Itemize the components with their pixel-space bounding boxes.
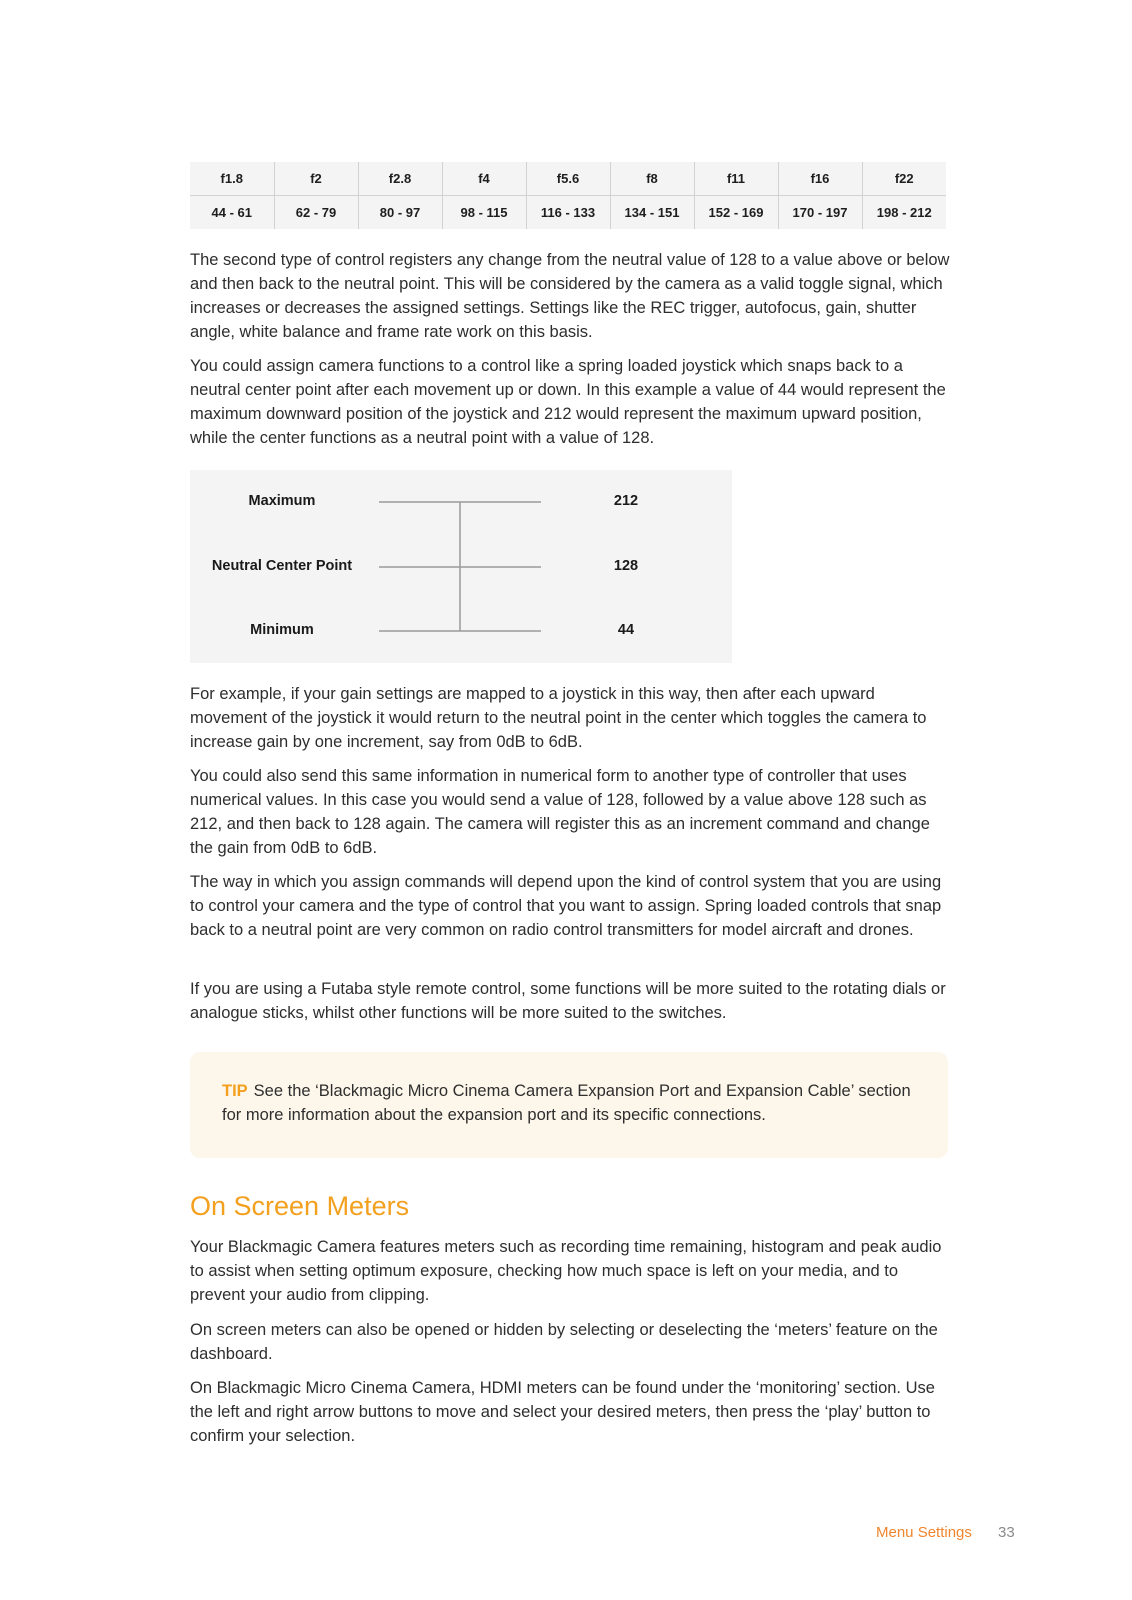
maximum-value: 212: [613, 493, 639, 509]
fstop-range-cell: 170 - 197: [778, 196, 862, 230]
fstop-range-cell: 44 - 61: [211, 205, 252, 220]
fstop-header-cell: f1.8: [190, 162, 274, 196]
fstop-range-cell: 134 - 151: [610, 196, 694, 230]
body-paragraph: On screen meters can also be opened or hidden by selecting or deselecting the ‘meters’ feature on the dashboard.: [190, 1321, 938, 1363]
maximum-label: Maximum: [248, 493, 316, 509]
tip-callout: [190, 1052, 948, 1158]
fstop-range-cell: 98 - 115: [442, 196, 526, 230]
body-paragraph: The way in which you assign commands will depend upon the kind of control system that you are using to control your camera and the type of control that you want to assign. Spring loaded controls that snap back to a neutral point are very common on radio control transmitters for model aircraft and drones.: [190, 873, 942, 939]
body-paragraph: For example, if your gain settings are mapped to a joystick in this way, then after each upward movement of the joystick it would return to the neutral point in the center which toggles the camera to increase gain by one increment, say from 0dB to 6dB.: [190, 685, 927, 751]
footer-page-number: 33: [998, 1524, 1015, 1541]
section-heading: On Screen Meters: [190, 1191, 410, 1221]
minimum-label: Minimum: [250, 622, 314, 638]
fstop-range-cell: 62 - 79: [274, 196, 358, 230]
fstop-header-cell: f4: [442, 162, 526, 196]
body-paragraph: If you are using a Futaba style remote control, some functions will be more suited to the rotating dials or analogue sticks, whilst other functions will be more suited to the switches.: [190, 980, 946, 1022]
fstop-header-cell: f16: [778, 162, 862, 196]
fstop-range-row: [190, 196, 946, 230]
fstop-range-cell: 80 - 97: [358, 196, 442, 230]
fstop-header-cell: f2.8: [358, 162, 442, 196]
fstop-header-cell: f5.6: [526, 162, 610, 196]
joystick-diagram: [190, 470, 732, 663]
fstop-range-cell: 152 - 169: [694, 196, 778, 230]
body-paragraph: You could assign camera functions to a control like a spring loaded joystick which snaps back to a neutral center point after each movement up or down. In this example a value of 44 would represent the maximum downward position of the joystick and 212 would represent the maximum upward position, while the center functions as a neutral point with a value of 128.: [190, 357, 946, 447]
tip-label: TIP: [222, 1082, 248, 1100]
fstop-range-cell: 116 - 133: [526, 196, 610, 230]
neutral-value: 128: [613, 558, 639, 574]
fstop-header-cell: f11: [694, 162, 778, 196]
fstop-header-row: [190, 162, 946, 196]
tip-body: See the ‘Blackmagic Micro Cinema Camera Expansion Port and Expansion Cable’ section for more information about the expansion port and its specific connections.: [222, 1082, 911, 1124]
fstop-header-cell: f22: [862, 162, 946, 196]
neutral-center-label: Neutral Center Point: [211, 558, 353, 574]
tip-text-block: [222, 1079, 922, 1127]
fstop-range-cell: 198 - 212: [862, 196, 946, 230]
fstop-range-table: [190, 162, 946, 229]
body-paragraph: On Blackmagic Micro Cinema Camera, HDMI meters can be found under the ‘monitoring’ section. Use the left and right arrow buttons to move and select your desired meters, then press the ‘play’ button to confirm your selection.: [190, 1379, 935, 1445]
footer-section-name: Menu Settings: [876, 1524, 972, 1541]
body-paragraph: You could also send this same information in numerical form to another type of controller that uses numerical values. In this case you would send a value of 128, followed by a value above 128 such as 212, and then back to 128 again. The camera will register this as an increment command and change the gain from 0dB to 6dB.: [190, 767, 930, 857]
fstop-header-cell: f8: [610, 162, 694, 196]
fstop-header-cell: f2: [274, 162, 358, 196]
minimum-value: 44: [617, 622, 635, 638]
body-paragraph: The second type of control registers any change from the neutral value of 128 to a value above or below and then back to the neutral point. This will be considered by the camera as a valid toggle signal, which increases or decreases the assigned settings. Settings like the REC trigger, autofocus, gain, shutter angle, white balance and frame rate work on this basis.: [190, 251, 950, 341]
body-paragraph: Your Blackmagic Camera features meters such as recording time remaining, histogram and peak audio to assist when setting optimum exposure, checking how much space is left on your media, and to prevent your audio from clipping.: [190, 1238, 942, 1304]
